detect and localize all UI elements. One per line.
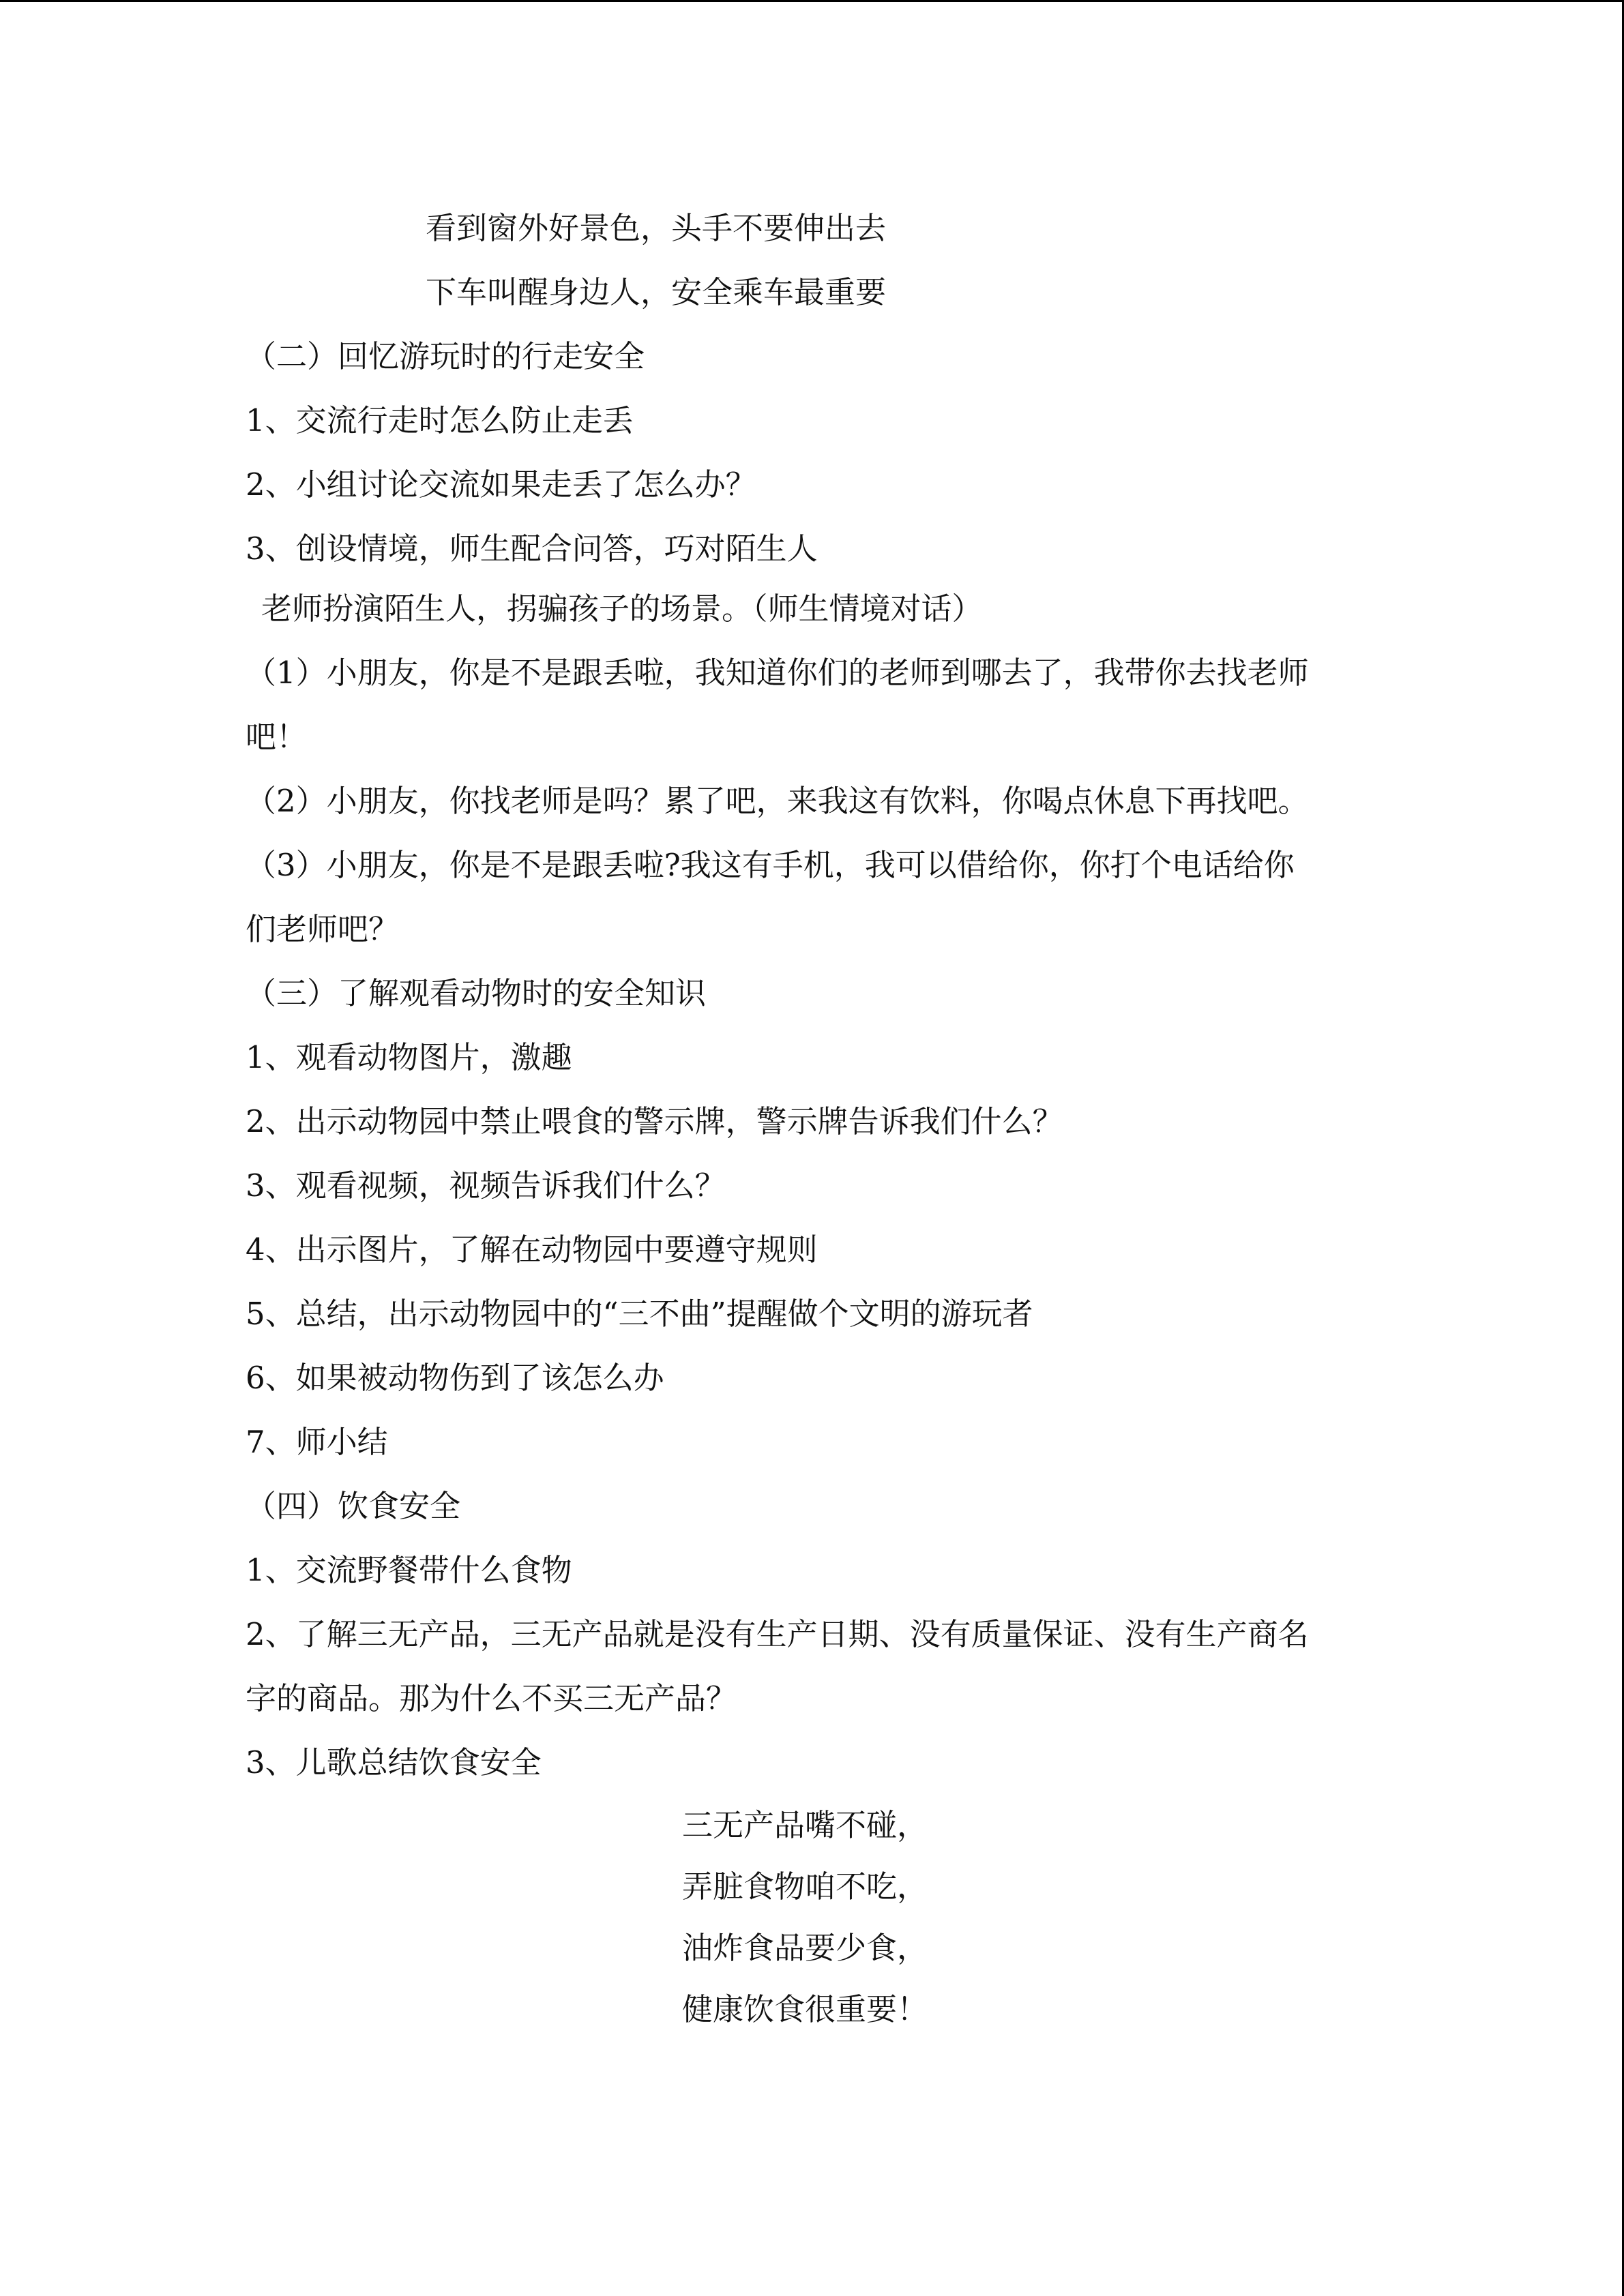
list-item: 2、了解三无产品，三无产品就是没有生产日期、没有质量保证、没有生产商名 xyxy=(246,1616,1309,1652)
list-item: 4、出示图片，了解在动物园中要遵守规则 xyxy=(246,1232,818,1268)
list-item: 2、小组讨论交流如果走丢了怎么办？ xyxy=(246,466,756,503)
rhyme-line: 健康饮食很重要！ xyxy=(682,1991,928,2027)
section-heading: （三）了解观看动物时的安全知识 xyxy=(246,975,707,1011)
section-heading: （四）饮食安全 xyxy=(246,1488,461,1524)
section-heading: （二）回忆游玩时的行走安全 xyxy=(246,338,645,374)
top-border xyxy=(0,0,1624,2)
list-item: 1、交流野餐带什么食物 xyxy=(246,1552,572,1588)
paragraph: 老师扮演陌生人，拐骗孩子的场景。（师生情境对话） xyxy=(261,591,983,627)
list-item: 3、观看视频，视频告诉我们什么？ xyxy=(246,1167,726,1204)
rhyme-line: 油炸食品要少食， xyxy=(682,1930,928,1966)
list-item: 3、创设情境，师生配合问答，巧对陌生人 xyxy=(246,531,818,567)
poem-line: 看到窗外好景色，头手不要伸出去 xyxy=(426,210,887,246)
list-item: 1、观看动物图片，激趣 xyxy=(246,1039,572,1075)
list-item: 6、如果被动物伤到了该怎么办 xyxy=(246,1360,664,1396)
list-item: 1、交流行走时怎么防止走丢 xyxy=(246,402,634,438)
dialogue-line: （1）小朋友，你是不是跟丢啦，我知道你们的老师到哪去了，我带你去找老师 xyxy=(246,655,1309,691)
rhyme-line: 三无产品嘴不碰， xyxy=(682,1807,928,1843)
list-item: 2、出示动物园中禁止喂食的警示牌，警示牌告诉我们什么？ xyxy=(246,1103,1063,1139)
list-item-continued: 字的商品。那为什么不买三无产品？ xyxy=(246,1680,737,1716)
poem-line: 下车叫醒身边人，安全乘车最重要 xyxy=(426,274,887,310)
rhyme-line: 弄脏食物咱不吃， xyxy=(682,1868,928,1905)
list-item: 5、总结，出示动物园中的“三不曲”提醒做个文明的游玩者 xyxy=(246,1296,1033,1332)
dialogue-line: （3）小朋友，你是不是跟丢啦?我这有手机，我可以借给你，你打个电话给你 xyxy=(246,847,1295,883)
dialogue-line-continued: 们老师吧？ xyxy=(246,911,400,947)
dialogue-line-continued: 吧！ xyxy=(246,719,308,755)
dialogue-line: （2）小朋友，你找老师是吗？累了吧，来我这有饮料，你喝点休息下再找吧。 xyxy=(246,783,1309,819)
list-item: 3、儿歌总结饮食安全 xyxy=(246,1744,542,1780)
list-item: 7、师小结 xyxy=(246,1424,388,1460)
